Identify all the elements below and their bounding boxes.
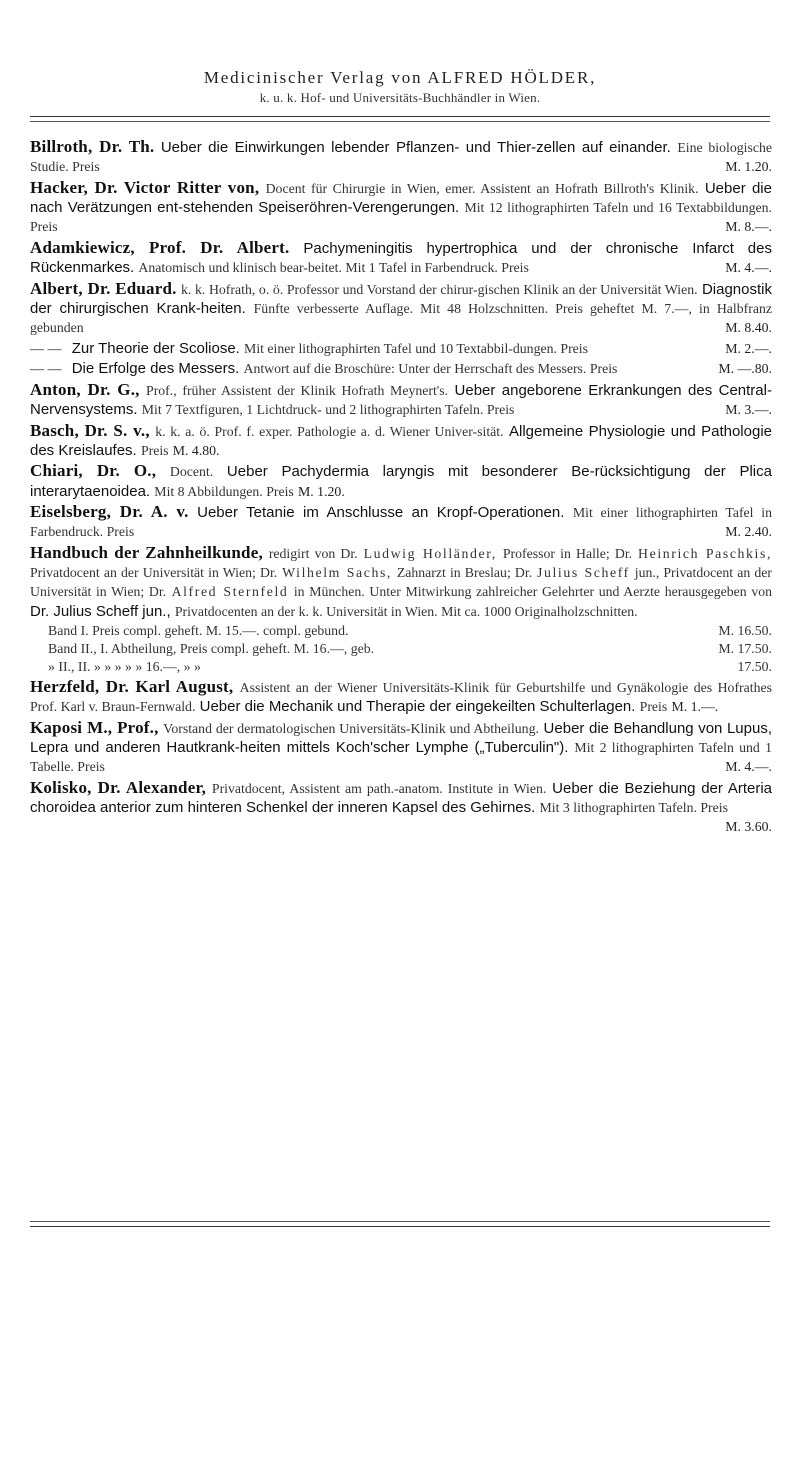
volume-price-row	[30, 640, 772, 658]
entry-price: M. 1.—.	[671, 698, 719, 714]
entry-author: Kaposi M., Prof.,	[30, 717, 159, 737]
entry-affiliation: Docent.	[169, 464, 214, 480]
book-entry-albert-messers	[30, 360, 772, 379]
entry-description: Eine biologische Studie. Preis	[30, 140, 772, 175]
entry-author: Kolisko, Dr. Alexander,	[30, 777, 207, 797]
contributor-name: Wilhelm Sachs,	[282, 565, 392, 581]
entry-price: M. 8.40.	[725, 320, 772, 335]
entry-title: Ueber die Einwirkungen lebender Pflanzen- und Thier-zellen auf einander.	[160, 139, 671, 156]
entry-author: Chiari, Dr. O.,	[30, 461, 157, 481]
contributor-affiliation: Professor in Halle; Dr.	[502, 545, 633, 561]
publisher-name: Medicinischer Verlag von ALFRED HÖLDER,	[203, 68, 597, 87]
entry-affiliation: k. k. a. ö. Prof. f. exper. Pathologie a. d. Wiener Univer-sität.	[155, 423, 504, 439]
entry-price: M. 3.—.	[725, 401, 772, 417]
entry-affiliation: Docent für Chirurgie in Wien, emer. Assistent an Hofrath Billroth's Klinik.	[265, 180, 699, 196]
book-entry-adamkiewicz	[30, 239, 772, 278]
contributor-affiliation: in München. Unter Mitwirkung zahlreicher Gelehrter und Aerzte herausgegeben von	[293, 584, 773, 600]
entry-author: Albert, Dr. Eduard.	[30, 278, 177, 298]
header-rule-thick	[30, 116, 770, 117]
contributor-name: Ludwig Holländer,	[363, 545, 497, 561]
book-entry-albert	[30, 280, 772, 339]
book-entry-eiselsberg	[30, 503, 772, 542]
entry-price: M. 2.40.	[725, 524, 772, 540]
ditto-dash: — —	[30, 341, 62, 357]
volume-price: M. 16.50.	[718, 622, 772, 638]
entry-author: Basch, Dr. S. v.,	[30, 420, 150, 440]
entry-price: M. 4.—.	[725, 758, 772, 774]
book-entry-chiari	[30, 462, 772, 501]
entry-affiliation: Vorstand der dermatologischen Universitäts-Klinik und Abtheilung.	[163, 720, 539, 736]
contributor-affiliation: jun., Privatdocent an der Universität in Wien; Dr.	[30, 565, 772, 600]
entry-description: Anatomisch und klinisch bear-beitet. Mit 1 Tafel in Farbendruck. Preis	[138, 260, 529, 275]
header-rule-thin	[30, 121, 770, 122]
entry-description: Preis	[639, 698, 668, 714]
entry-editor: Dr. Julius Scheff jun.,	[30, 602, 171, 620]
book-entry-handbuch-zahnheilkunde	[30, 544, 772, 676]
publisher-header	[0, 68, 800, 106]
entry-description: Mit einer lithographirten Tafel und 10 Textabbil-dungen. Preis	[244, 340, 588, 356]
entry-title: Allgemeine Physiologie und Pathologie des Kreislaufes.	[30, 422, 772, 459]
entry-affiliation: Privatdocent, Assistent am path.-anatom. Institute in Wien.	[211, 780, 547, 796]
entry-title: Ueber Tetanie im Anschlusse an Kropf-Operationen.	[197, 504, 565, 522]
entry-affiliation: Prof., früher Assistent der Klinik Hofrath Meynert's.	[146, 382, 449, 398]
entry-author: Adamkiewicz, Prof. Dr. Albert.	[30, 237, 290, 257]
entry-price: M. 4.—.	[725, 260, 772, 275]
entry-price: M. 1.20.	[725, 159, 772, 175]
book-entry-kaposi	[30, 719, 772, 778]
contributor-affiliation: Privatdocent an der Universität in Wien; Dr.	[30, 565, 278, 581]
book-entry-herzfeld	[30, 678, 772, 717]
entry-title: Ueber Pachydermia laryngis mit besonderer Be-rücksichtigung der Plica interarytaenoidea.	[30, 463, 772, 500]
volume-price-row	[30, 658, 772, 676]
book-entry-anton	[30, 381, 772, 420]
volume-price: 17.50.	[737, 659, 772, 675]
entry-title: Ueber die Mechanik und Therapie der eingekeilten Schulterlagen.	[199, 697, 636, 715]
entry-description: Mit 8 Abbildungen. Preis	[154, 483, 294, 499]
footer-rule-thick	[30, 1226, 770, 1227]
footer-rule-thin	[30, 1221, 770, 1222]
entry-author: Billroth, Dr. Th.	[30, 137, 155, 156]
entry-price: M. 2.—.	[725, 340, 772, 356]
book-entry-basch	[30, 422, 772, 461]
book-entry-billroth	[30, 138, 772, 177]
entry-title: Diagnostik der chirurgischen Krank-heiten.	[30, 280, 772, 317]
entry-description: Preis	[140, 442, 169, 458]
contributor-name: Heinrich Paschkis,	[638, 545, 772, 561]
contributor-name: Alfred Sternfeld	[171, 584, 289, 600]
entry-title: Die Erfolge des Messers.	[71, 360, 240, 378]
volume-label: Band I. Preis compl. geheft. M. 15.—. compl. gebund.	[48, 622, 349, 638]
book-list	[30, 138, 772, 836]
entry-author: Hacker, Dr. Victor Ritter von,	[30, 177, 260, 197]
book-entry-hacker	[30, 179, 772, 238]
entry-affiliation: Assistent an der Wiener Universitäts-Klinik für Geburtshilfe und Gynäkologie des Hofrathes Prof. Karl v. Braun-Fernwald.	[30, 679, 772, 714]
publisher-subtitle: k. u. k. Hof- und Universitäts-Buchhändler in Wien.	[259, 90, 541, 105]
entry-price: M. —.80.	[718, 361, 772, 377]
book-entry-albert-scoliose	[30, 340, 772, 359]
entry-description: Mit einer lithographirten Tafel in Farbendruck. Preis	[30, 505, 772, 540]
entry-title: Ueber die Behandlung von Lupus, Lepra und anderen Hautkrank-heiten mittels Koch'scher Lymphe („Tuberculin").	[30, 719, 773, 756]
entry-description: Antwort auf die Broschüre: Unter der Herrschaft des Messers. Preis	[243, 361, 618, 377]
entry-author: Herzfeld, Dr. Karl August,	[30, 676, 234, 696]
entry-price: M. 1.20.	[298, 483, 345, 499]
editor-text: redigirt von Dr.	[268, 545, 358, 561]
volume-price: M. 17.50.	[718, 640, 772, 656]
entry-author: Handbuch der Zahnheilkunde,	[30, 542, 263, 562]
entry-title: Ueber angeborene Erkrankungen des Central-Nervensystems.	[30, 381, 772, 418]
volume-label: Band II., I. Abtheilung, Preis compl. geheft. M. 16.—, geb.	[48, 640, 375, 656]
contributor-name: Julius Scheff	[537, 565, 630, 581]
entry-title: Pachymeningitis hypertrophica und der chronische Infarct des Rückenmarkes.	[30, 239, 772, 276]
entry-description: Fünfte verbesserte Auflage. Mit 48 Holzschnitten. Preis geheftet M. 7.—, in Halbfranz gebunden	[30, 300, 772, 335]
entry-affiliation: k. k. Hofrath, o. ö. Professor und Vorstand der chirur-gischen Klinik an der Universität Wien.	[181, 281, 698, 297]
entry-price: M. 3.60.	[725, 818, 772, 834]
contributor-affiliation: Zahnarzt in Breslau; Dr.	[396, 565, 533, 581]
entry-description: Mit 3 lithographirten Tafeln. Preis	[539, 799, 728, 815]
entry-title: Ueber die Beziehung der Arteria choroidea anterior zum hinteren Schenkel der inneren Kapsel des Gehirnes.	[30, 779, 772, 816]
entry-title: Ueber die nach Verätzungen ent-stehenden Speiseröhren-Verengerungen.	[30, 179, 772, 216]
entry-description: Mit 12 lithographirten Tafeln und 16 Textabbildungen. Preis	[30, 200, 772, 235]
entry-description: Privatdocenten an der k. k. Universität in Wien. Mit ca. 1000 Originalholzschnitten.	[174, 603, 638, 619]
volume-label: » II., II. » » » » » 16.—, » »	[48, 659, 201, 675]
entry-price: M. 4.80.	[172, 442, 220, 458]
entry-description: Mit 2 lithographirten Tafeln und 1 Tabelle. Preis	[30, 739, 772, 774]
book-entry-kolisko	[30, 777, 772, 834]
entry-title: Zur Theorie der Scoliose.	[71, 339, 240, 357]
volume-price-row	[30, 622, 772, 640]
entry-author: Eiselsberg, Dr. A. v.	[30, 502, 189, 522]
entry-author: Anton, Dr. G.,	[30, 379, 140, 399]
entry-description: Mit 7 Textfiguren, 1 Lichtdruck- und 2 lithographirten Tafeln. Preis	[141, 401, 515, 417]
entry-price: M. 8.—.	[725, 219, 772, 235]
ditto-dash: — —	[30, 362, 62, 378]
